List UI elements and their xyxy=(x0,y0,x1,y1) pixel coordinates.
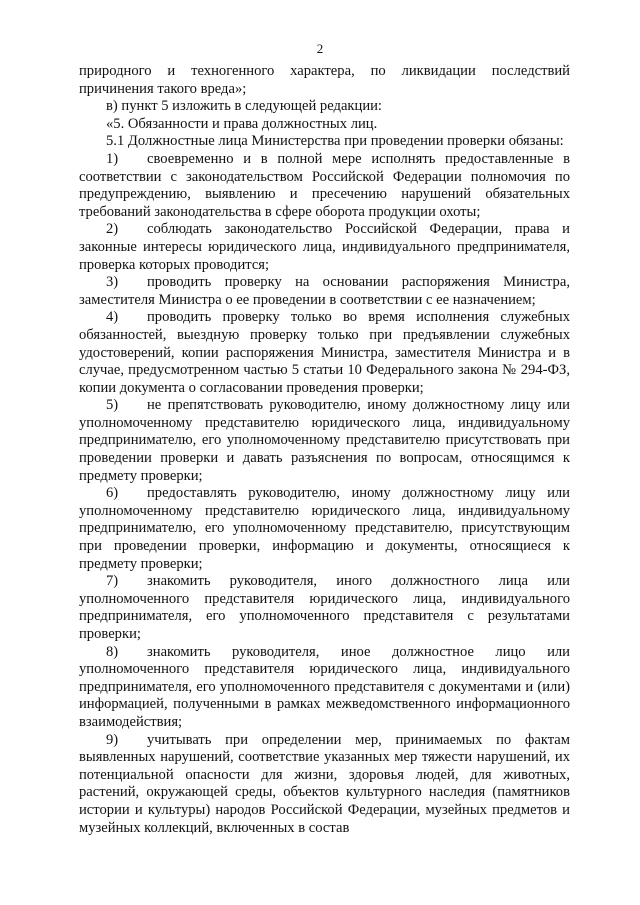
list-item xyxy=(79,644,570,732)
list-item xyxy=(79,732,570,838)
list-item xyxy=(79,573,570,643)
list-item xyxy=(79,274,570,309)
list-item xyxy=(79,309,570,397)
paragraph: «5. Обязанности и права должностных лиц. xyxy=(106,115,378,132)
list-item xyxy=(79,397,570,485)
list-item-number: 9) xyxy=(106,731,119,748)
list-item-number: 7) xyxy=(106,573,119,590)
list-item-number: 5) xyxy=(106,397,119,414)
list-item xyxy=(79,151,570,221)
list-item-number: 2) xyxy=(106,221,119,238)
list-item-text: не препятствовать руководителю, иному должностному лицу или уполномоченному представителю юридического лица, индивидуальному предпринимателю, его уполномоченному представителю присутствовать при проведении проверки и давать разъяснения по вопросам, относящимся к предмету проверки; xyxy=(79,397,570,484)
list-item-number: 1) xyxy=(106,150,119,167)
list-item-number: 3) xyxy=(106,274,119,291)
list-item-text: соблюдать законодательство Российской Федерации, права и законные интересы юридического лица, индивидуального предпринимателя, проверка которых проводится; xyxy=(79,221,570,273)
list-item-number: 8) xyxy=(106,643,119,660)
list-item-text: предоставлять руководителю, иному должностному лицу или уполномоченному представителю юридического лица, индивидуальному предпринимателю, его уполномоченному представителю, присутствующим при проведении проверки, информацию и документы, относящиеся к предмету проверки; xyxy=(79,485,570,572)
list-item-text: проводить проверку только во время исполнения служебных обязанностей, выездную проверку только при предъявлении служебных удостоверений, копии распоряжения Министра, заместителя Министра и в случае, предусмотренном частью 5 статьи 10 Федерального закона № 294-ФЗ, копии документа о согласовании проведения проверки; xyxy=(79,309,570,396)
list-item xyxy=(79,485,570,573)
list-item-number: 4) xyxy=(106,309,119,326)
paragraph: 5.1 Должностные лица Министерства при проведении проверки обязаны: xyxy=(106,133,564,150)
list-item-text: знакомить руководителя, иного должностного лица или уполномоченного представителя юридического лица, индивидуального предпринимателя, его уполномоченного представителя с результатами проверки; xyxy=(79,573,570,642)
paragraph: в) пункт 5 изложить в следующей редакции: xyxy=(106,98,382,115)
list-item-text: знакомить руководителя, иное должностное лицо или уполномоченного представителя юридического лица, индивидуального предпринимателя, его уполномоченного представителя с документами и (или) информацией, полученными в рамках межведомственного информационного взаимодействия; xyxy=(79,643,570,730)
list-item xyxy=(79,221,570,274)
page-number: 2 xyxy=(316,41,324,56)
list-item-text: учитывать при определении мер, принимаемых по фактам выявленных нарушений, соответствие указанных мер тяжести нарушений, их потенциальной опасности для жизни, здоровья людей, для животных, растений, окружающей среды, объектов культурного наследия (памятников истории и культуры) народов Российской Федерации, музейных предметов и музейных коллекций, включенных в состав xyxy=(79,731,570,836)
paragraph: природного и техногенного характера, по ликвидации последствий причинения такого вреда»; xyxy=(79,63,570,97)
document-body xyxy=(79,63,570,837)
list-item-text: проводить проверку на основании распоряжения Министра, заместителя Министра о ее проведении в соответствии с ее назначением; xyxy=(79,274,570,308)
list-item-text: своевременно и в полной мере исполнять предоставленные в соответствии с законодательством Российской Федерации полномочия по предупреждению, выявлению и пресечению нарушений обязательных требований законодательства в сфере оборота продукции охоты; xyxy=(79,150,570,220)
list-item-number: 6) xyxy=(106,485,119,502)
